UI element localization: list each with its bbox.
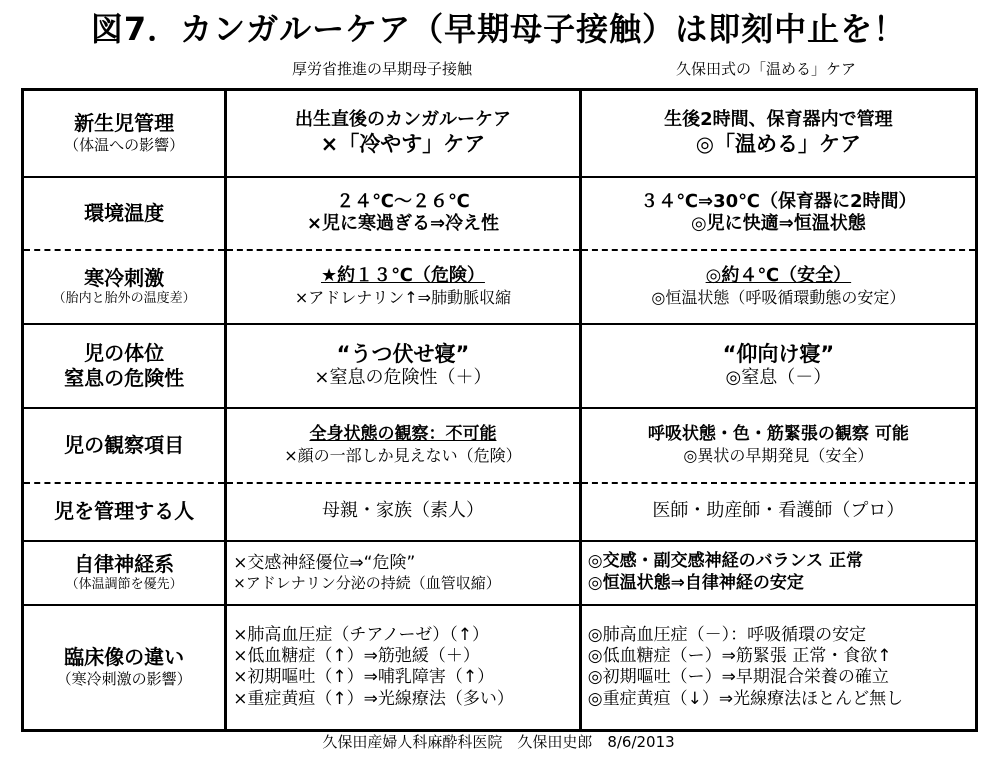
row-label: 環境温度 (23, 177, 226, 250)
table-row (23, 250, 977, 324)
right-column-heading: 久保田式の「温める」ケア (676, 60, 857, 78)
right-cell: ◎約４℃（安全） ◎恒温状態（呼吸循環動態の安定） (580, 250, 976, 324)
table-row (23, 541, 977, 605)
right-cell: 呼吸状態・色・筋緊張の観察 可能 ◎異状の早期発見（安全） (580, 408, 976, 483)
row-label: 寒冷刺激 （胎内と胎外の温度差） (23, 250, 226, 324)
right-cell: ３４℃⇒30℃（保育器に2時間） ◎児に快適⇒恒温状態 (580, 177, 976, 250)
row-label: 新生児管理 （体温への影響） (23, 90, 226, 177)
left-column-heading: 厚労省推進の早期母子接触 (292, 60, 473, 78)
left-cell: 全身状態の観察：不可能 ×顔の一部しか見えない（危険） (226, 408, 581, 483)
row-label: 児の体位 窒息の危険性 (23, 324, 226, 408)
left-cell: ２４℃～２６℃ ×児に寒過ぎる⇒冷え性 (226, 177, 581, 250)
table-row (23, 408, 977, 483)
row-label: 児を管理する人 (23, 483, 226, 541)
right-cell: 生後2時間、保育器内で管理 ◎「温める」ケア (580, 90, 976, 177)
left-cell: ★約１３℃（危険） ×アドレナリン↑⇒肺動脈収縮 (226, 250, 581, 324)
page-title: 図7．カンガルーケア（早期母子接触）は即刻中止を！ (90, 10, 907, 48)
left-cell: “うつ伏せ寝” ×窒息の危険性（＋） (226, 324, 581, 408)
right-cell: ◎肺高血圧症（－）：呼吸循環の安定 ◎低血糖症（ー）⇒筋緊張 正常・食欲↑ ◎初期嘔吐（ー）⇒早期混合栄養の確立 ◎重症黄疸（↓）⇒光線療法ほとんど無し (580, 605, 976, 731)
left-cell: ×肺高血圧症（チアノーゼ）（↑） ×低血糖症（↑）⇒筋弛緩（＋） ×初期嘔吐（↑）⇒哺乳障害（↑） ×重症黄疸（↑）⇒光線療法（多い） (226, 605, 581, 731)
left-cell: 母親・家族（素人） (226, 483, 581, 541)
left-cell: ×交感神経優位⇒“危険” ×アドレナリン分泌の持続（血管収縮） (226, 541, 581, 605)
right-cell: 医師・助産師・看護師（プロ） (580, 483, 976, 541)
row-label: 児の観察項目 (23, 408, 226, 483)
table-row (23, 483, 977, 541)
right-cell: ◎交感・副交感神経のバランス 正常 ◎恒温状態⇒自律神経の安定 (580, 541, 976, 605)
comparison-table (21, 88, 978, 732)
table-row (23, 324, 977, 408)
right-cell: “仰向け寝” ◎窒息（－） (580, 324, 976, 408)
table-row (23, 605, 977, 731)
footer-credit: 久保田産婦人科麻酔科医院 久保田史郎 8/6/2013 (322, 733, 675, 751)
row-label: 自律神経系 （体温調節を優先） (23, 541, 226, 605)
table-row (23, 90, 977, 177)
row-label: 臨床像の違い （寒冷刺激の影響） (23, 605, 226, 731)
table-row (23, 177, 977, 250)
left-cell: 出生直後のカンガルーケア ×「冷やす」ケア (226, 90, 581, 177)
